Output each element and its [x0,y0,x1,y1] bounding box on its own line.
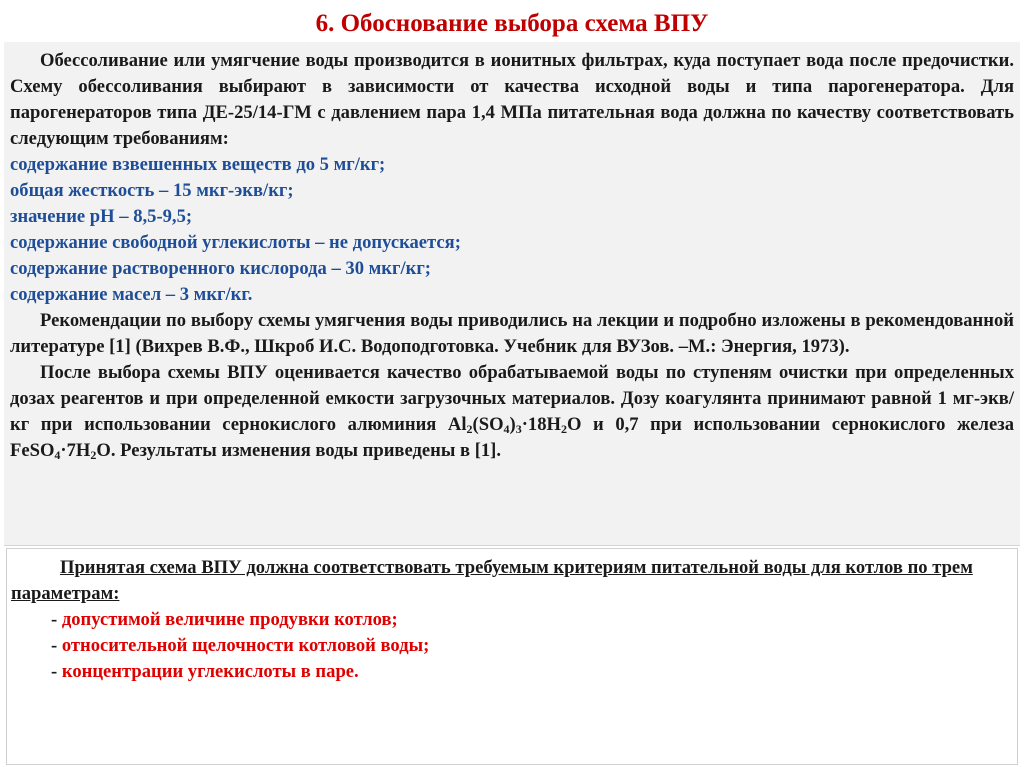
criteria-item-text: концентрации углекислоты в паре. [61,661,359,682]
formula-subscript: 4 [503,422,510,436]
list-dash: - [51,661,58,682]
requirement-item: общая жесткость – 15 мкг-экв/кг; [10,180,294,201]
evaluation-text: (SO [472,414,504,435]
content-panel [4,42,1020,546]
criteria-intro [7,555,1019,607]
slide-title: 6. Обоснование выбора схема ВПУ [315,10,709,37]
requirement-item: содержание свободной углекислоты – не допускается; [10,232,461,253]
formula-subscript: 2 [90,448,97,462]
list-dash: - [51,609,58,630]
criteria-item [51,633,429,659]
requirement-item: значение рН – 8,5-9,5; [10,206,193,227]
evaluation-paragraph [4,360,1020,464]
panel-text [4,48,1020,464]
list-dash: - [51,635,58,656]
evaluation-text: ·18H [521,414,561,435]
evaluation-text: O. Результаты изменения воды приведены в [1]. [96,440,502,461]
formula-subscript: 2 [561,422,567,436]
criteria-item [51,607,429,633]
formula-subscript: 4 [54,448,61,462]
criteria-item-text: относительной щелочности котловой воды; [61,635,430,656]
criteria-intro-text: Принятая схема ВПУ должна соответствовать требуемым критериям питательной воды для котлов по трем параметрам: [11,557,973,604]
evaluation-text: ·7H [60,440,91,461]
requirement-item: содержание растворенного кислорода – 30 мкг/кг; [10,258,431,279]
intro-paragraph: Обессоливание или умягчение воды производится в ионитных фильтрах, куда поступает вода после предочистки. Схему обессоливания выбирают в зависимости от качества исходной воды и типа парогенератора. Для парогенераторов типа ДЕ-25/14-ГМ с давлением пара 1,4 МПа питательная вода должна по качеству соответствовать следующим требованиям: [10,50,1014,149]
formula-subscript: 2 [466,422,473,436]
evaluation-text: O и 0,7 при использовании сернокислого железа FeSO [10,414,1014,461]
evaluation-text: После выбора схемы ВПУ оценивается качество обрабатываемой воды по ступеням очистки при определенных дозах реагентов и при определенной емкости загрузочных материалов. Дозу коагулянта принимают равной 1 мг-экв/кг при использовании сернокислого алюминия Al [10,362,1014,435]
requirement-item: содержание взвешенных веществ до 5 мг/кг; [10,154,386,175]
requirements-list [4,152,1020,308]
recommendations-paragraph: Рекомендации по выбору схемы умягчения воды приводились на лекции и подробно изложены в рекомендованной литературе [1] (Вихрев В.Ф., Шкроб И.С. Водоподготовка. Учебник для ВУЗов. –М.: Энергия, 1973). [10,310,1014,357]
criteria-box [6,548,1018,765]
formula-subscript: 3 [515,422,522,436]
criteria-item [51,659,429,685]
evaluation-text: ) [509,414,516,435]
criteria-item-text: допустимой величине продувки котлов; [61,609,398,630]
criteria-list [51,607,429,685]
requirement-item: содержание масел – 3 мкг/кг. [10,284,253,305]
